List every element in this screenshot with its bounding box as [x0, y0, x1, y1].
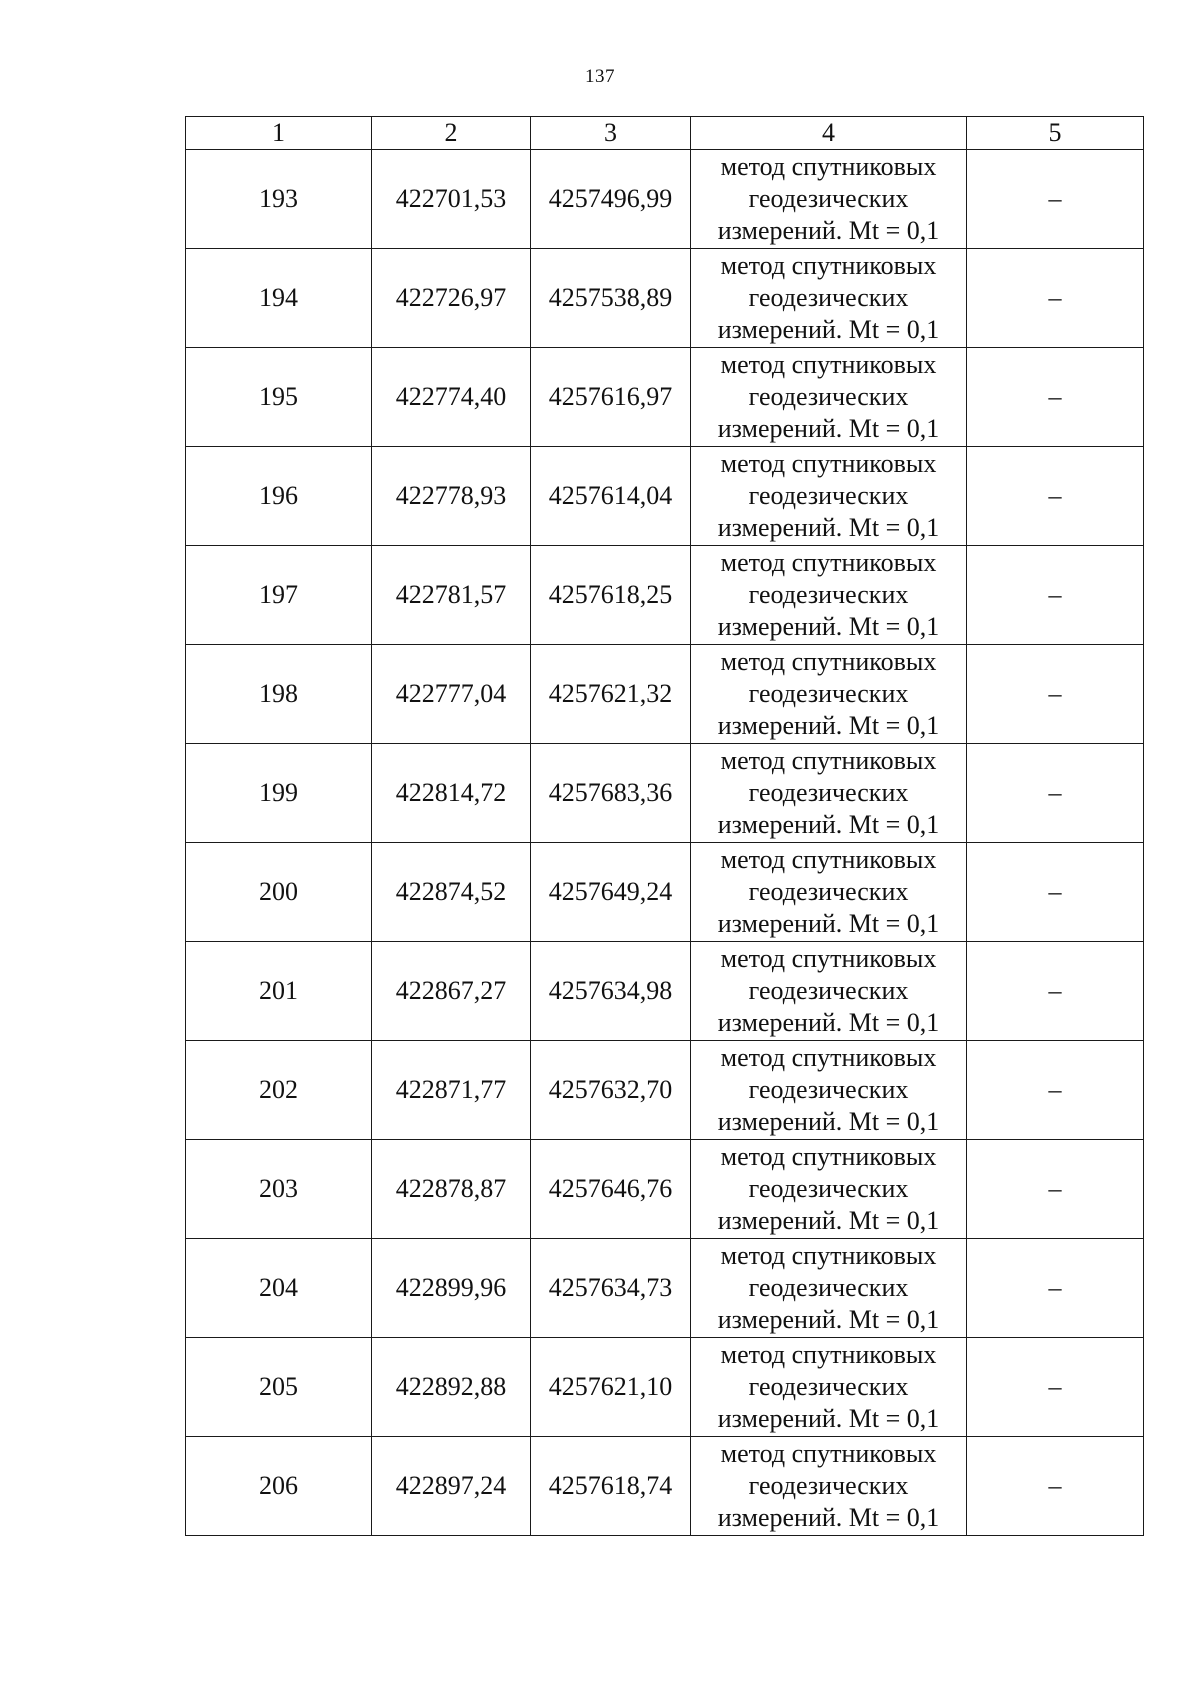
x-coordinate-cell: 422899,96	[372, 1239, 531, 1338]
table-row	[186, 942, 1144, 1041]
method-line-1: метод спутниковых	[720, 1340, 937, 1369]
table-row	[186, 150, 1144, 249]
method-cell	[691, 942, 967, 1041]
method-line-2: геодезических	[748, 283, 909, 312]
method-line-2: геодезических	[748, 1075, 909, 1104]
header-col-4: 4	[691, 117, 967, 150]
table-row	[186, 447, 1144, 546]
x-coordinate-cell: 422778,93	[372, 447, 531, 546]
point-number-cell: 196	[186, 447, 372, 546]
method-line-1: метод спутниковых	[720, 350, 937, 379]
x-coordinate-cell: 422814,72	[372, 744, 531, 843]
x-coordinate-cell: 422871,77	[372, 1041, 531, 1140]
method-cell	[691, 744, 967, 843]
method-line-2: геодезических	[748, 976, 909, 1005]
note-cell: –	[967, 645, 1144, 744]
point-number-cell: 199	[186, 744, 372, 843]
note-cell: –	[967, 1041, 1144, 1140]
x-coordinate-cell: 422874,52	[372, 843, 531, 942]
point-number-cell: 202	[186, 1041, 372, 1140]
method-line-3: измерений. Mt = 0,1	[717, 711, 940, 740]
table-row	[186, 1239, 1144, 1338]
method-cell	[691, 447, 967, 546]
note-cell: –	[967, 348, 1144, 447]
point-number-cell: 205	[186, 1338, 372, 1437]
table-row	[186, 744, 1144, 843]
note-cell: –	[967, 249, 1144, 348]
method-line-3: измерений. Mt = 0,1	[717, 810, 940, 839]
y-coordinate-cell: 4257683,36	[531, 744, 691, 843]
x-coordinate-cell: 422878,87	[372, 1140, 531, 1239]
x-coordinate-cell: 422867,27	[372, 942, 531, 1041]
table-row	[186, 1437, 1144, 1536]
header-col-1: 1	[186, 117, 372, 150]
note-cell: –	[967, 1239, 1144, 1338]
method-line-1: метод спутниковых	[720, 449, 937, 478]
y-coordinate-cell: 4257618,25	[531, 546, 691, 645]
method-line-2: геодезических	[748, 1471, 909, 1500]
method-cell	[691, 249, 967, 348]
table-row	[186, 546, 1144, 645]
x-coordinate-cell: 422726,97	[372, 249, 531, 348]
method-line-3: измерений. Mt = 0,1	[717, 1107, 940, 1136]
method-line-3: измерений. Mt = 0,1	[717, 612, 940, 641]
method-cell	[691, 348, 967, 447]
header-col-3: 3	[531, 117, 691, 150]
method-line-3: измерений. Mt = 0,1	[717, 414, 940, 443]
method-line-1: метод спутниковых	[720, 845, 937, 874]
method-line-2: геодезических	[748, 580, 909, 609]
method-line-3: измерений. Mt = 0,1	[717, 315, 940, 344]
point-number-cell: 197	[186, 546, 372, 645]
x-coordinate-cell: 422777,04	[372, 645, 531, 744]
method-line-1: метод спутниковых	[720, 152, 937, 181]
header-row	[186, 117, 1144, 150]
table-body	[186, 150, 1144, 1536]
page-number: 137	[585, 66, 615, 87]
method-line-2: геодезических	[748, 778, 909, 807]
note-cell: –	[967, 1140, 1144, 1239]
note-cell: –	[967, 150, 1144, 249]
method-line-2: геодезических	[748, 382, 909, 411]
method-line-2: геодезических	[748, 1372, 909, 1401]
point-number-cell: 201	[186, 942, 372, 1041]
table-row	[186, 348, 1144, 447]
method-cell	[691, 1140, 967, 1239]
point-number-cell: 204	[186, 1239, 372, 1338]
method-line-1: метод спутниковых	[720, 548, 937, 577]
x-coordinate-cell: 422781,57	[372, 546, 531, 645]
method-line-3: измерений. Mt = 0,1	[717, 1305, 940, 1334]
y-coordinate-cell: 4257646,76	[531, 1140, 691, 1239]
method-line-1: метод спутниковых	[720, 1142, 937, 1171]
point-number-cell: 206	[186, 1437, 372, 1536]
method-cell	[691, 645, 967, 744]
method-line-3: измерений. Mt = 0,1	[717, 909, 940, 938]
method-line-1: метод спутниковых	[720, 944, 937, 973]
note-cell: –	[967, 1437, 1144, 1536]
method-line-1: метод спутниковых	[720, 1439, 937, 1468]
note-cell: –	[967, 744, 1144, 843]
header-col-2: 2	[372, 117, 531, 150]
table-header	[186, 117, 1144, 150]
note-cell: –	[967, 843, 1144, 942]
x-coordinate-cell: 422774,40	[372, 348, 531, 447]
x-coordinate-cell: 422897,24	[372, 1437, 531, 1536]
point-number-cell: 200	[186, 843, 372, 942]
table-row	[186, 843, 1144, 942]
point-number-cell: 198	[186, 645, 372, 744]
method-cell	[691, 1041, 967, 1140]
header-col-5: 5	[967, 117, 1144, 150]
y-coordinate-cell: 4257634,73	[531, 1239, 691, 1338]
table-row	[186, 1140, 1144, 1239]
method-cell	[691, 1338, 967, 1437]
y-coordinate-cell: 4257621,10	[531, 1338, 691, 1437]
y-coordinate-cell: 4257538,89	[531, 249, 691, 348]
point-number-cell: 195	[186, 348, 372, 447]
method-cell	[691, 1437, 967, 1536]
table-row	[186, 1338, 1144, 1437]
method-line-1: метод спутниковых	[720, 251, 937, 280]
note-cell: –	[967, 447, 1144, 546]
coordinates-table	[185, 116, 1144, 1536]
method-line-1: метод спутниковых	[720, 647, 937, 676]
y-coordinate-cell: 4257496,99	[531, 150, 691, 249]
method-line-1: метод спутниковых	[720, 1241, 937, 1270]
method-line-2: геодезических	[748, 184, 909, 213]
method-line-2: геодезических	[748, 481, 909, 510]
point-number-cell: 203	[186, 1140, 372, 1239]
x-coordinate-cell: 422701,53	[372, 150, 531, 249]
y-coordinate-cell: 4257634,98	[531, 942, 691, 1041]
y-coordinate-cell: 4257649,24	[531, 843, 691, 942]
method-cell	[691, 843, 967, 942]
table-row	[186, 645, 1144, 744]
method-line-2: геодезических	[748, 877, 909, 906]
method-line-3: измерений. Mt = 0,1	[717, 1503, 940, 1532]
method-line-3: измерений. Mt = 0,1	[717, 1206, 940, 1235]
method-line-2: геодезических	[748, 1174, 909, 1203]
note-cell: –	[967, 1338, 1144, 1437]
method-cell	[691, 546, 967, 645]
note-cell: –	[967, 942, 1144, 1041]
y-coordinate-cell: 4257614,04	[531, 447, 691, 546]
point-number-cell: 193	[186, 150, 372, 249]
method-line-3: измерений. Mt = 0,1	[717, 1008, 940, 1037]
method-line-2: геодезических	[748, 1273, 909, 1302]
table-row	[186, 249, 1144, 348]
y-coordinate-cell: 4257632,70	[531, 1041, 691, 1140]
table-row	[186, 1041, 1144, 1140]
method-line-2: геодезических	[748, 679, 909, 708]
y-coordinate-cell: 4257616,97	[531, 348, 691, 447]
method-line-3: измерений. Mt = 0,1	[717, 216, 940, 245]
y-coordinate-cell: 4257621,32	[531, 645, 691, 744]
point-number-cell: 194	[186, 249, 372, 348]
note-cell: –	[967, 546, 1144, 645]
y-coordinate-cell: 4257618,74	[531, 1437, 691, 1536]
method-cell	[691, 1239, 967, 1338]
x-coordinate-cell: 422892,88	[372, 1338, 531, 1437]
method-line-3: измерений. Mt = 0,1	[717, 1404, 940, 1433]
method-cell	[691, 150, 967, 249]
method-line-3: измерений. Mt = 0,1	[717, 513, 940, 542]
method-line-1: метод спутниковых	[720, 1043, 937, 1072]
method-line-1: метод спутниковых	[720, 746, 937, 775]
